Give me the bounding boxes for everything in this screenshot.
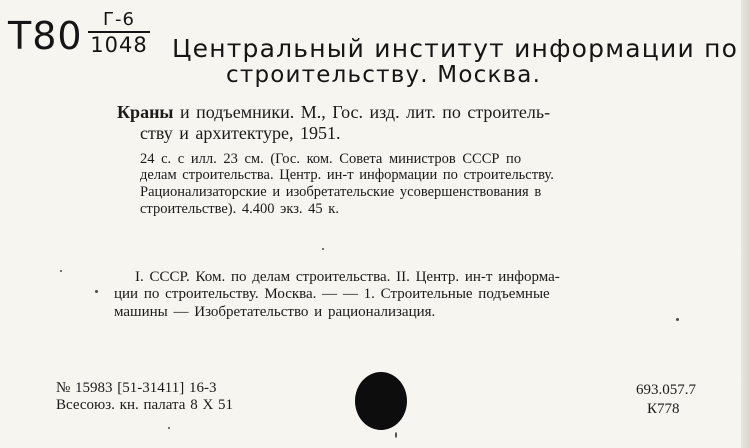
description-line: делам строительства. Центр. ин-т информации по строительству. bbox=[140, 167, 554, 183]
call-fraction-top: Г-6 bbox=[88, 10, 150, 33]
entry-title-line2: ству и архитектуре, 1951. bbox=[140, 123, 341, 143]
card-edge bbox=[741, 0, 750, 448]
call-fraction-bottom: 1048 bbox=[90, 33, 148, 57]
registry-number: № 15983 [51-31411] 16-3 bbox=[56, 380, 217, 396]
call-fraction bbox=[88, 10, 150, 55]
description-line: 24 с. с илл. 23 см. (Гос. ком. Совета министров СССР по bbox=[140, 151, 522, 167]
subject-line: I. СССР. Ком. по делам строительства. II. Центр. ин-т информа- bbox=[135, 269, 560, 285]
description-line: Рационализаторские и изобретательские усовершенствования в bbox=[140, 184, 542, 200]
entry-title-rest: и подъемники. М., Гос. изд. лит. по строитель- bbox=[173, 102, 551, 122]
speck bbox=[676, 318, 679, 321]
chamber-date: Всесоюз. кн. палата 8 Х 51 bbox=[56, 397, 234, 413]
speck bbox=[95, 290, 98, 293]
entry-title-line bbox=[117, 102, 550, 123]
subject-line: ции по строительству. Москва. — — 1. Строительные подъемные bbox=[114, 286, 550, 302]
description-line: строительстве). 4.400 экз. 45 к. bbox=[140, 201, 339, 217]
punch-hole bbox=[355, 372, 407, 430]
subject-line: машины — Изобретательство и рационализация. bbox=[114, 304, 436, 320]
speck bbox=[395, 432, 397, 438]
entry-title-bold: Краны bbox=[117, 102, 174, 122]
handwritten-heading-line1: Центральный институт информации по bbox=[172, 34, 739, 63]
speck bbox=[168, 427, 170, 429]
handwritten-heading-line2: строительству. Москва. bbox=[226, 62, 542, 88]
call-number: Т80 bbox=[8, 14, 83, 58]
speck bbox=[60, 270, 62, 272]
author-mark: К778 bbox=[647, 401, 680, 417]
classification-code: 693.057.7 bbox=[636, 382, 696, 398]
speck bbox=[322, 248, 324, 250]
